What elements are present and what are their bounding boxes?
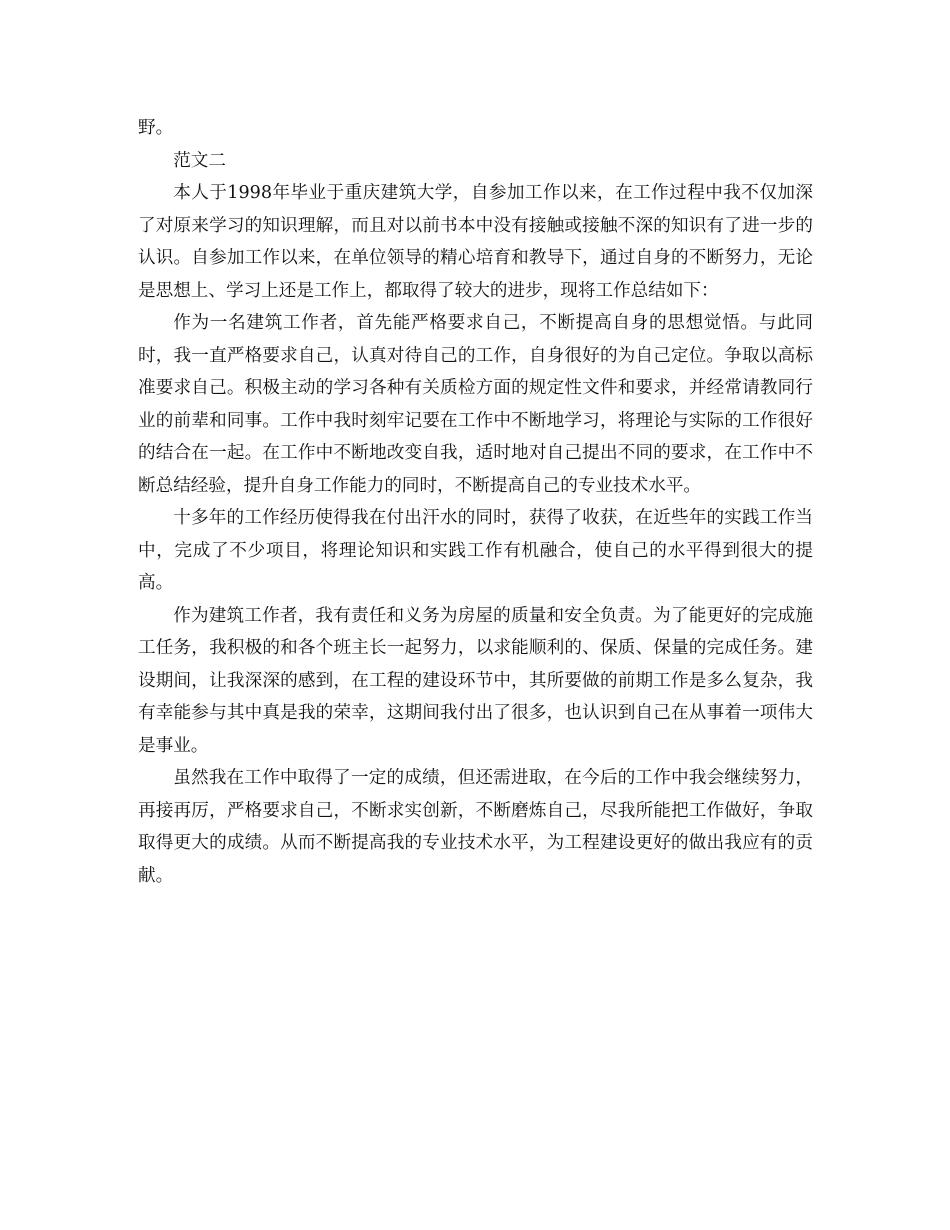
paragraph: 十多年的工作经历使得我在付出汗水的同时，获得了收获，在近些年的实践工作当中，完成了不少项目，将理论知识和实践工作有机融合，使自己的水平得到很大的提高。 [138,508,813,593]
document-body [138,112,813,892]
paragraph: 作为建筑工作者，我有责任和义务为房屋的质量和安全负责。为了能更好的完成施工任务，我积极的和各个班主长一起努力，以求能顺利的、保质、保量的完成任务。建设期间，让我深深的感到，在工程的建设环节中，其所要做的前期工作是多么复杂，我有幸能参与其中真是我的荣幸，这期间我付出了很多，也认识到自己在从事着一项伟大是事业。 [138,605,813,756]
section-heading: 范文二 [173,150,226,171]
paragraph: 虽然我在工作中取得了一定的成绩，但还需进取，在今后的工作中我会继续努力，再接再厉，严格要求自己，不断求实创新，不断磨炼自己，尽我所能把工作做好，争取取得更大的成绩。从而不断提高我的专业技术水平，为工程建设更好的做出我应有的贡献。 [138,768,813,886]
paragraph: 作为一名建筑工作者，首先能严格要求自己，不断提高自身的思想觉悟。与此同时，我一直严格要求自己，认真对待自己的工作，自身很好的为自己定位。争取以高标准要求自己。积极主动的学习各种有关质检方面的规定性文件和要求，并经常请教同行业的前辈和同事。工作中我时刻牢记要在工作中不断地学习，将理论与实际的工作很好的结合在一起。在工作中不断地改变自我，适时地对自己提出不同的要求，在工作中不断总结经验，提升自身工作能力的同时，不断提高自己的专业技术水平。 [138,313,813,496]
paragraph: 本人于1998年毕业于重庆建筑大学，自参加工作以来，在工作过程中我不仅加深了对原来学习的知识理解，而且对以前书本中没有接触或接触不深的知识有了进一步的认识。自参加工作以来，在单位领导的精心培育和教导下，通过自身的不断努力，无论是思想上、学习上还是工作上，都取得了较大的进步，现将工作总结如下： [138,183,813,301]
paragraph-continuation: 野。 [138,118,174,138]
